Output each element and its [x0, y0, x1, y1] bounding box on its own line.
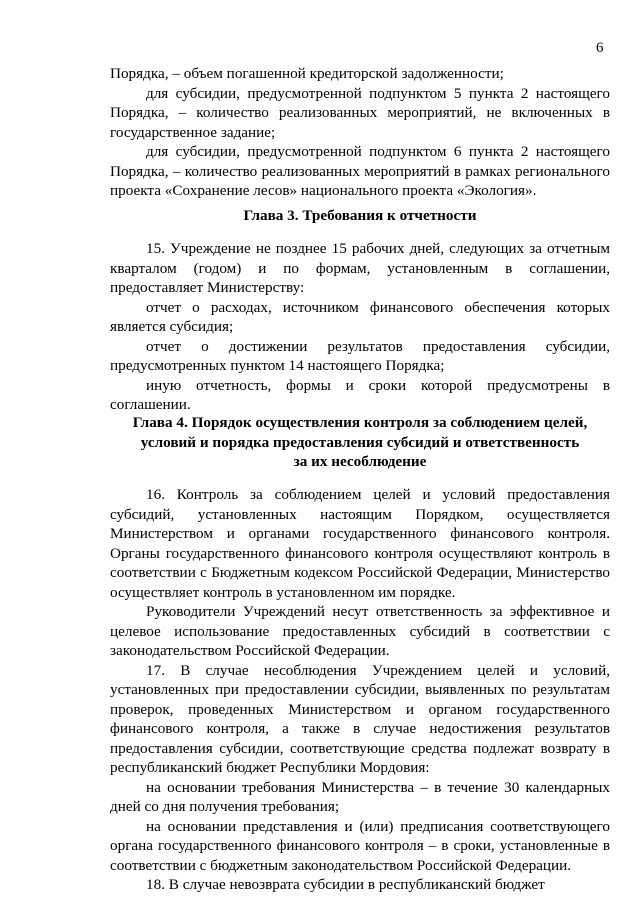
chapter4-paragraph: Руководители Учреждений несут ответственность за эффективное и целевое использование предоставленных субсидий в соответствии с законодательством Российской Федерации.: [110, 603, 610, 659]
chapter4-paragraph: 16. Контроль за соблюдением целей и условий предоставления субсидий, установленных настоящим Порядком, осуществляется Министерством и органами государственного финансового контроля. Органы государственного финансового контроля осуществляют контроль в соответствии с Бюджетным кодексом Российской Федерации, Министерство осуществляет контроль в установленном им порядке.: [110, 486, 610, 601]
chapter4-paragraph: на основании представления и (или) предписания соответствующего органа государственного финансового контроля – в сроки, установленные в соответствии с бюджетным законодательством Российской Федерации.: [110, 817, 610, 874]
chapter4-paragraph: 17. В случае несоблюдения Учреждением целей и условий, установленных при предоставлении субсидии, выявленных по результатам проверок, проведенных Министерством и органом государственного финансового контроля, а также в случае недостижения результатов предоставления субсидии, соответствующие средства подлежат возврату в республиканский бюджет Республики Мордовия:: [110, 661, 610, 776]
chapter3-paragraph: 15. Учреждение не позднее 15 рабочих дней, следующих за отчетным кварталом (годом) и по формам, установленным в соглашении, предоставляет Министерству:: [110, 240, 610, 296]
chapter4-title-line: условий и порядка предоставления субсидий и ответственность: [140, 433, 580, 451]
chapter3-paragraph: иную отчетность, формы и сроки которой предусмотрены в соглашении.: [110, 376, 610, 413]
page-number: 6: [596, 40, 604, 56]
intro-block: [110, 64, 610, 201]
chapter3-paragraph: отчет о расходах, источником финансового обеспечения которых является субсидия;: [110, 298, 610, 335]
chapter4-paragraph: на основании требования Министерства – в течение 30 календарных дней со дня получения требования;: [110, 778, 610, 815]
chapter3-block: [110, 239, 610, 415]
chapter4-title-line: за их несоблюдение: [293, 453, 427, 470]
chapter3-title: Глава 3. Требования к отчетности: [243, 207, 477, 224]
chapter3-paragraph: отчет о достижении результатов предоставления субсидии, предусмотренных пунктом 14 настоящего Порядка;: [110, 337, 610, 374]
intro-paragraph: для субсидии, предусмотренной подпунктом 5 пункта 2 настоящего Порядка, – количество реализованных мероприятий, не включенных в государственное задание;: [110, 84, 610, 141]
chapter4-title: [110, 413, 610, 472]
chapter4-title-line: Глава 4. Порядок осуществления контроля за соблюдением целей,: [132, 414, 588, 431]
intro-paragraph: Порядка, – объем погашенной кредиторской задолженности;: [110, 65, 504, 82]
chapter4-block: [110, 485, 610, 895]
chapter4-paragraph: 18. В случае невозврата субсидии в республиканский бюджет: [146, 876, 545, 893]
intro-paragraph: для субсидии, предусмотренной подпунктом 6 пункта 2 настоящего Порядка, – количество реализованных мероприятий в рамках регионального проекта «Сохранение лесов» национального проекта «Экология».: [110, 143, 610, 199]
